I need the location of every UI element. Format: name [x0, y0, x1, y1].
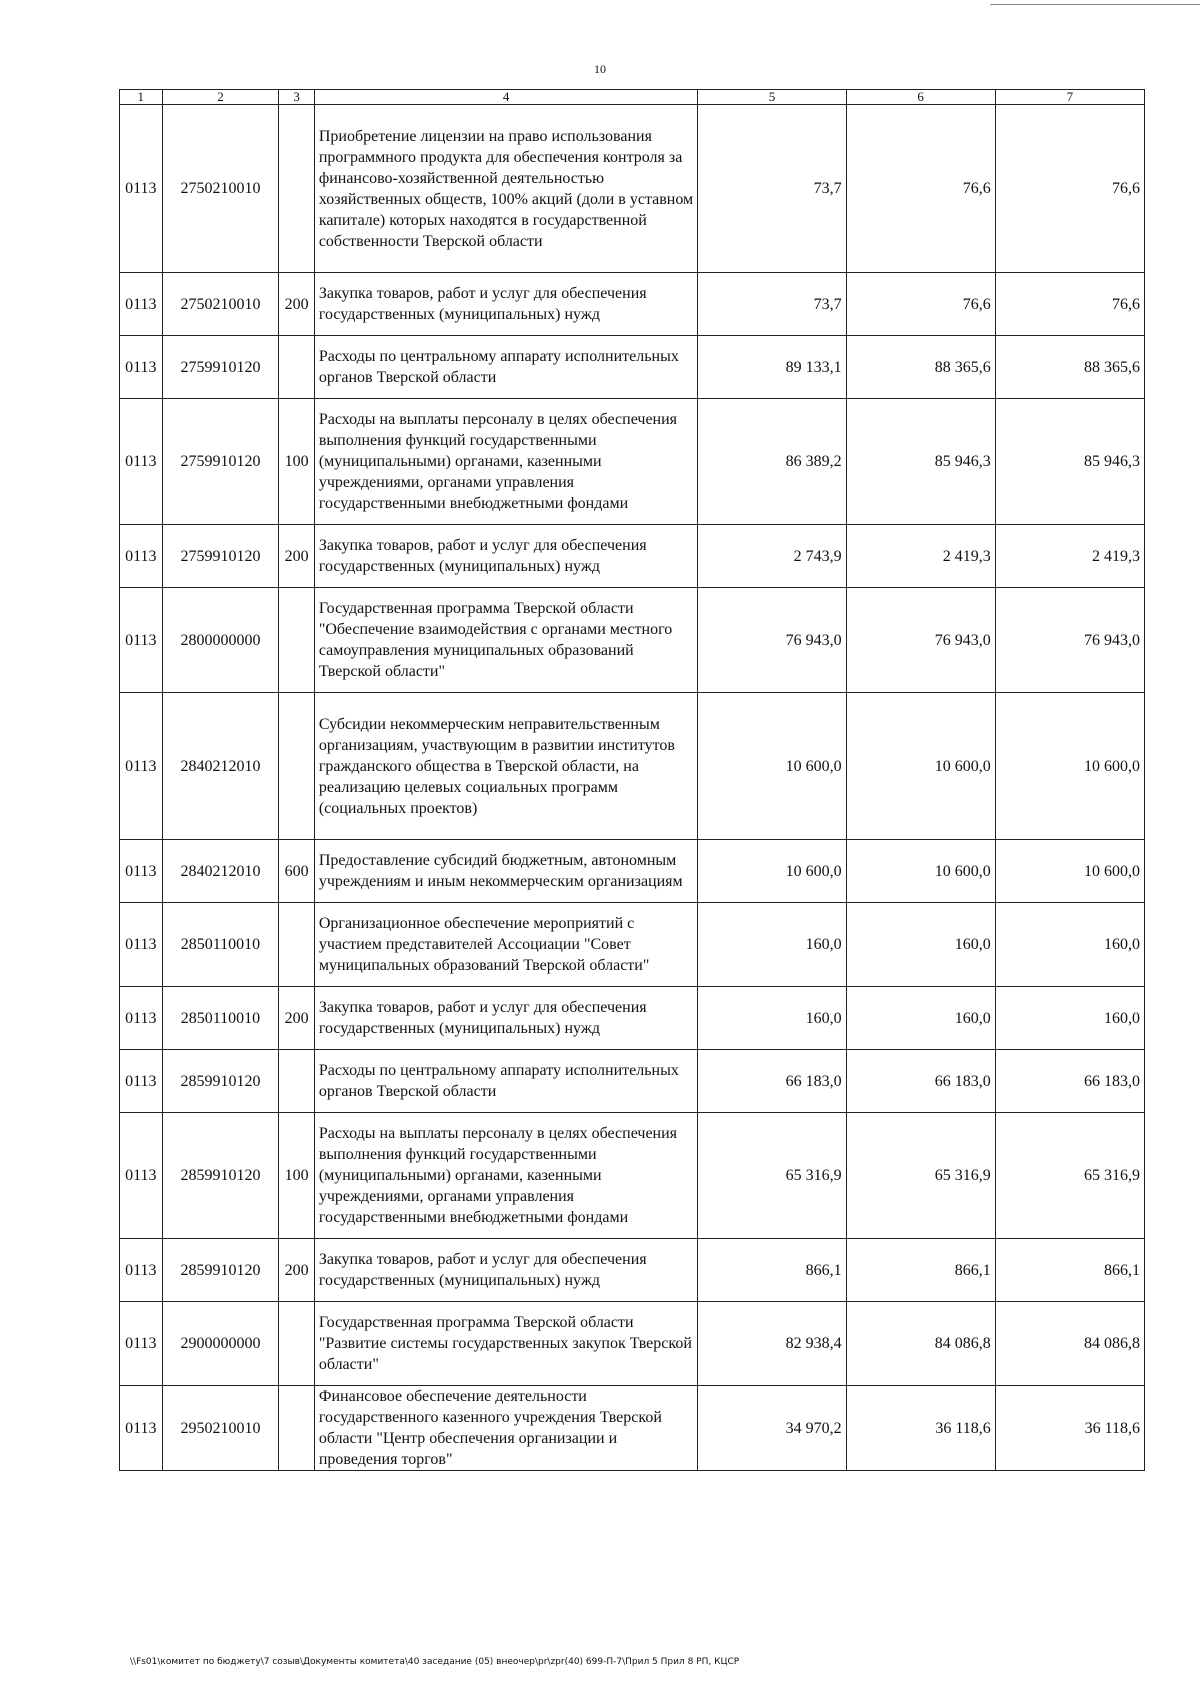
target-code-cell: 2840212010	[162, 840, 279, 903]
amount-col7-cell: 88 365,6	[995, 336, 1144, 399]
expense-type-cell	[279, 693, 315, 840]
amount-col7-cell: 10 600,0	[995, 840, 1144, 903]
section-code-cell: 0113	[120, 1239, 163, 1302]
table-row	[120, 987, 1145, 1050]
amount-col6-cell: 160,0	[846, 903, 995, 987]
amount-col6-cell: 10 600,0	[846, 840, 995, 903]
amount-col6-cell: 76 943,0	[846, 588, 995, 693]
amount-col5-cell: 82 938,4	[698, 1302, 846, 1386]
amount-col5-cell: 160,0	[698, 903, 846, 987]
description-cell: Организационное обеспечение мероприятий с участием представителей Ассоциации "Совет муниципальных образований Тверской области"	[314, 903, 698, 987]
table-row	[120, 273, 1145, 336]
header-cell: 5	[698, 90, 846, 105]
description-cell: Субсидии некоммерческим неправительственным организациям, участвующим в развитии институтов гражданского общества в Тверской области, на реализацию целевых социальных программ (социальных проектов)	[314, 693, 698, 840]
amount-col7-cell: 65 316,9	[995, 1113, 1144, 1239]
table-row	[120, 399, 1145, 525]
section-code-cell: 0113	[120, 693, 163, 840]
target-code-cell: 2859910120	[162, 1113, 279, 1239]
description-cell: Расходы по центральному аппарату исполнительных органов Тверской области	[314, 336, 698, 399]
section-code-cell: 0113	[120, 1050, 163, 1113]
amount-col6-cell: 85 946,3	[846, 399, 995, 525]
target-code-cell: 2750210010	[162, 273, 279, 336]
section-code-cell: 0113	[120, 525, 163, 588]
expense-type-cell: 200	[279, 987, 315, 1050]
amount-col5-cell: 73,7	[698, 105, 846, 273]
target-code-cell: 2850110010	[162, 903, 279, 987]
description-cell: Приобретение лицензии на право использования программного продукта для обеспечения контроля за финансово-хозяйственной деятельностью хозяйственных обществ, 100% акций (доли в уставном капитале) которых находятся в государственной собственности Тверской области	[314, 105, 698, 273]
expense-type-cell	[279, 1386, 315, 1471]
amount-col7-cell: 76 943,0	[995, 588, 1144, 693]
header-cell: 4	[314, 90, 698, 105]
amount-col6-cell: 10 600,0	[846, 693, 995, 840]
header-row	[120, 90, 1145, 105]
budget-table	[119, 89, 1145, 1471]
description-cell: Расходы по центральному аппарату исполнительных органов Тверской области	[314, 1050, 698, 1113]
target-code-cell: 2840212010	[162, 693, 279, 840]
target-code-cell: 2759910120	[162, 525, 279, 588]
section-code-cell: 0113	[120, 987, 163, 1050]
table-row	[120, 693, 1145, 840]
target-code-cell: 2950210010	[162, 1386, 279, 1471]
target-code-cell: 2759910120	[162, 336, 279, 399]
section-code-cell: 0113	[120, 903, 163, 987]
section-code-cell: 0113	[120, 588, 163, 693]
amount-col7-cell: 66 183,0	[995, 1050, 1144, 1113]
amount-col7-cell: 76,6	[995, 273, 1144, 336]
section-code-cell: 0113	[120, 336, 163, 399]
page-number: 10	[594, 62, 606, 76]
amount-col5-cell: 65 316,9	[698, 1113, 846, 1239]
expense-type-cell: 200	[279, 525, 315, 588]
amount-col7-cell: 866,1	[995, 1239, 1144, 1302]
description-cell: Государственная программа Тверской области "Обеспечение взаимодействия с органами местного самоуправления муниципальных образований Тверской области"	[314, 588, 698, 693]
table-row	[120, 525, 1145, 588]
amount-col5-cell: 66 183,0	[698, 1050, 846, 1113]
expense-type-cell: 200	[279, 273, 315, 336]
description-cell: Расходы на выплаты персоналу в целях обеспечения выполнения функций государственными (муниципальными) органами, казенными учреждениями, органами управления государственными внебюджетными фондами	[314, 399, 698, 525]
amount-col6-cell: 65 316,9	[846, 1113, 995, 1239]
description-cell: Расходы на выплаты персоналу в целях обеспечения выполнения функций государственными (муниципальными) органами, казенными учреждениями, органами управления государственными внебюджетными фондами	[314, 1113, 698, 1239]
expense-type-cell	[279, 105, 315, 273]
expense-type-cell	[279, 588, 315, 693]
header-cell: 6	[846, 90, 995, 105]
expense-type-cell: 100	[279, 1113, 315, 1239]
amount-col6-cell: 866,1	[846, 1239, 995, 1302]
description-cell: Государственная программа Тверской области "Развитие системы государственных закупок Тверской области"	[314, 1302, 698, 1386]
amount-col5-cell: 2 743,9	[698, 525, 846, 588]
table-row	[120, 1386, 1145, 1471]
target-code-cell: 2859910120	[162, 1050, 279, 1113]
description-cell: Закупка товаров, работ и услуг для обеспечения государственных (муниципальных) нужд	[314, 987, 698, 1050]
amount-col6-cell: 160,0	[846, 987, 995, 1050]
table-row	[120, 105, 1145, 273]
amount-col7-cell: 76,6	[995, 105, 1144, 273]
target-code-cell: 2850110010	[162, 987, 279, 1050]
table-row	[120, 1113, 1145, 1239]
description-cell: Закупка товаров, работ и услуг для обеспечения государственных (муниципальных) нужд	[314, 1239, 698, 1302]
section-code-cell: 0113	[120, 399, 163, 525]
amount-col6-cell: 36 118,6	[846, 1386, 995, 1471]
section-code-cell: 0113	[120, 1113, 163, 1239]
amount-col5-cell: 10 600,0	[698, 693, 846, 840]
description-cell: Закупка товаров, работ и услуг для обеспечения государственных (муниципальных) нужд	[314, 273, 698, 336]
target-code-cell: 2900000000	[162, 1302, 279, 1386]
table-row	[120, 1050, 1145, 1113]
expense-type-cell	[279, 903, 315, 987]
target-code-cell: 2759910120	[162, 399, 279, 525]
expense-type-cell: 200	[279, 1239, 315, 1302]
amount-col7-cell: 84 086,8	[995, 1302, 1144, 1386]
amount-col7-cell: 36 118,6	[995, 1386, 1144, 1471]
table-row	[120, 1302, 1145, 1386]
description-cell: Предоставление субсидий бюджетным, автономным учреждениям и иным некоммерческим организациям	[314, 840, 698, 903]
header-cell: 1	[120, 90, 163, 105]
section-code-cell: 0113	[120, 1302, 163, 1386]
amount-col5-cell: 73,7	[698, 273, 846, 336]
amount-col5-cell: 866,1	[698, 1239, 846, 1302]
target-code-cell: 2800000000	[162, 588, 279, 693]
amount-col7-cell: 160,0	[995, 903, 1144, 987]
amount-col6-cell: 76,6	[846, 273, 995, 336]
amount-col5-cell: 10 600,0	[698, 840, 846, 903]
amount-col6-cell: 84 086,8	[846, 1302, 995, 1386]
amount-col6-cell: 76,6	[846, 105, 995, 273]
amount-col6-cell: 66 183,0	[846, 1050, 995, 1113]
table-row	[120, 336, 1145, 399]
header-cell: 3	[279, 90, 315, 105]
amount-col6-cell: 88 365,6	[846, 336, 995, 399]
table-row	[120, 903, 1145, 987]
expense-type-cell: 100	[279, 399, 315, 525]
scan-edge-line	[990, 4, 1200, 5]
amount-col5-cell: 160,0	[698, 987, 846, 1050]
expense-type-cell: 600	[279, 840, 315, 903]
header-cell: 7	[995, 90, 1144, 105]
header-cell: 2	[162, 90, 279, 105]
amount-col7-cell: 10 600,0	[995, 693, 1144, 840]
description-cell: Финансовое обеспечение деятельности государственного казенного учреждения Тверской области "Центр обеспечения организации и проведения торгов"	[314, 1386, 698, 1471]
amount-col5-cell: 76 943,0	[698, 588, 846, 693]
description-cell: Закупка товаров, работ и услуг для обеспечения государственных (муниципальных) нужд	[314, 525, 698, 588]
amount-col5-cell: 86 389,2	[698, 399, 846, 525]
expense-type-cell	[279, 1302, 315, 1386]
table-row	[120, 588, 1145, 693]
amount-col6-cell: 2 419,3	[846, 525, 995, 588]
amount-col7-cell: 85 946,3	[995, 399, 1144, 525]
footer-file-path: \\Fs01\комитет по бюджету\7 созыв\Документы комитета\40 заседание (05) внеочер\pr\zpr(40) 699-П-7\Прил 5 Прил 8 РП, КЦСР	[130, 1657, 740, 1667]
amount-col7-cell: 2 419,3	[995, 525, 1144, 588]
section-code-cell: 0113	[120, 840, 163, 903]
amount-col5-cell: 89 133,1	[698, 336, 846, 399]
section-code-cell: 0113	[120, 1386, 163, 1471]
section-code-cell: 0113	[120, 105, 163, 273]
expense-type-cell	[279, 336, 315, 399]
target-code-cell: 2750210010	[162, 105, 279, 273]
target-code-cell: 2859910120	[162, 1239, 279, 1302]
expense-type-cell	[279, 1050, 315, 1113]
amount-col7-cell: 160,0	[995, 987, 1144, 1050]
table-row	[120, 840, 1145, 903]
amount-col5-cell: 34 970,2	[698, 1386, 846, 1471]
section-code-cell: 0113	[120, 273, 163, 336]
table-row	[120, 1239, 1145, 1302]
